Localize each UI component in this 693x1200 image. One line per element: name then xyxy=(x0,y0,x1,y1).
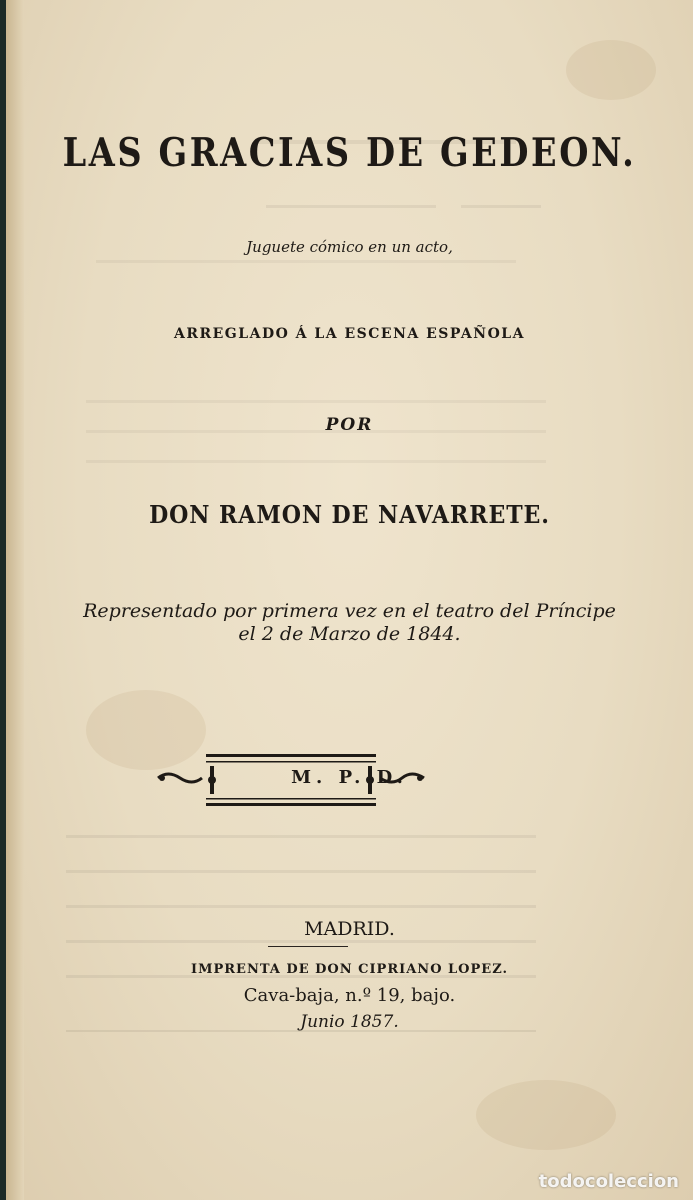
page-title: LAS GRACIAS DE GEDEON. xyxy=(62,130,637,176)
by-line: POR xyxy=(325,415,374,435)
ornament-text: M. P. D. xyxy=(291,767,408,788)
premiere-line-1: Representado por primera vez en el teatro del Príncipe xyxy=(83,600,616,622)
author-name: DON RAMON DE NAVARRETE. xyxy=(149,500,550,529)
imprint-city: MADRID. xyxy=(304,918,395,940)
imprint-divider xyxy=(268,946,348,947)
premiere-line-2: el 2 de Marzo de 1844. xyxy=(238,623,461,645)
document-page xyxy=(6,0,693,1200)
imprint-address: Cava-baja, n.º 19, bajo. xyxy=(243,985,456,1006)
subtitle: Juguete cómico en un acto, xyxy=(246,238,453,256)
paper-stain xyxy=(86,690,206,770)
arranged-note: ARREGLADO Á LA ESCENA ESPAÑOLA xyxy=(174,326,525,342)
imprint-date: Junio 1857. xyxy=(300,1012,399,1032)
paper-stain xyxy=(566,40,656,100)
todocoleccion-logo-icon: todocoleccion xyxy=(538,1171,679,1192)
paper-stain xyxy=(476,1080,616,1150)
imprint-printer: IMPRENTA DE DON CIPRIANO LOPEZ. xyxy=(191,962,508,977)
